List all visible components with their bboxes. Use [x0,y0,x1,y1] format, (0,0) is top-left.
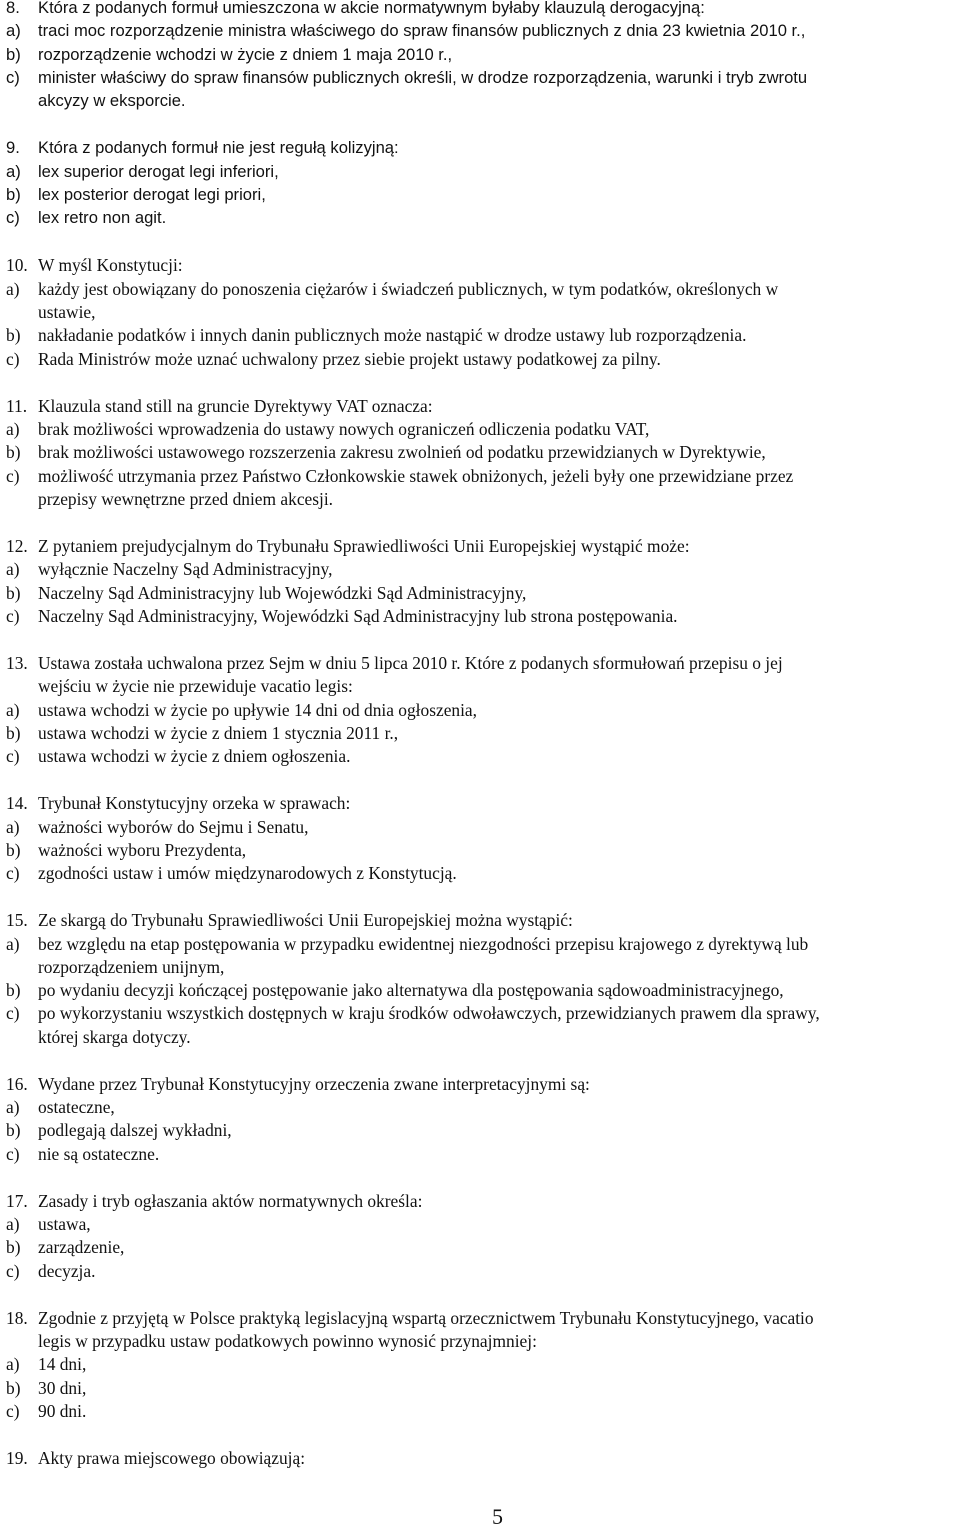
option-label: c) [6,605,20,626]
question-number: 15. [6,910,28,931]
option-label: b) [6,44,21,64]
option-label: a) [6,161,21,181]
option-text: ustawa, [38,1214,91,1235]
option-text: zarządzenie, [38,1237,125,1258]
question-number: 11. [6,395,28,416]
option-text: ustawa wchodzi w życie po upływie 14 dni od dnia ogłoszenia, [38,699,478,720]
option-label: c) [6,1401,20,1421]
option-label: b) [6,582,21,603]
option-label: a) [6,21,21,41]
option-text: minister właściwy do spraw finansów publicznych określi, w drodze rozporządzenia, warunki i tryb zwrotu [38,67,808,87]
question-number: 9. [6,138,20,158]
option-label: b) [6,325,21,346]
option-text: której skarga dotyczy. [38,1026,191,1047]
option-text: ustawie, [38,301,96,322]
option-text: przepisy wewnętrzne przed dniem akcesji. [38,488,334,509]
option-text: nakładanie podatków i innych danin publicznych może nastąpić w drodze ustawy lub rozporządzenia. [38,325,747,346]
option-label: c) [6,208,20,228]
option-label: a) [6,559,20,580]
question-text: Akty prawa miejscowego obowiązują: [38,1448,306,1469]
option-label: b) [6,1237,21,1258]
question-text: Trybunał Konstytucyjny orzeka w sprawach: [38,793,351,814]
question-text: W myśl Konstytucji: [38,255,183,276]
question-number: 17. [6,1190,28,1211]
option-label: b) [6,722,21,743]
option-text: lex retro non agit. [38,208,167,228]
question-number: 19. [6,1448,28,1469]
question-number: 14. [6,793,28,814]
option-label: c) [6,746,20,767]
option-label: c) [6,348,20,369]
option-text: brak możliwości ustawowego rozszerzenia zakresu zwolnień od podatku przewidzianych w Dyrektywie, [38,442,766,463]
option-text: Naczelny Sąd Administracyjny, Wojewódzki Sąd Administracyjny lub strona postępowania. [38,605,678,626]
option-text: możliwość utrzymania przez Państwo Członkowskie stawek obniżonych, jeżeli były one przewidziane przez [38,465,794,486]
option-text: po wydaniu decyzji kończącej postępowanie jako alternatywa dla postępowania sądowoadministracyjnego, [38,980,784,1001]
question-text: Z pytaniem prejudycjalnym do Trybunału Sprawiedliwości Unii Europejskiej wystąpić może: [38,535,690,556]
option-label: b) [6,839,21,860]
option-label: a) [6,933,20,954]
question-text: Klauzula stand still na gruncie Dyrektywy VAT oznacza: [38,395,433,416]
option-label: b) [6,184,21,204]
option-text: Naczelny Sąd Administracyjny lub Wojewódzki Sąd Administracyjny, [38,582,527,603]
option-text: ważności wyborów do Sejmu i Senatu, [38,816,309,837]
option-text: zgodności ustaw i umów międzynarodowych z Konstytucją. [38,863,457,884]
option-label: c) [6,863,20,884]
option-label: c) [6,1143,20,1164]
question-number: 16. [6,1073,28,1094]
question-text: Która z podanych formuł nie jest regułą kolizyjną: [38,138,399,158]
option-text: lex posterior derogat legi priori, [38,184,266,204]
option-text: po wykorzystaniu wszystkich dostępnych w kraju środków odwoławczych, przewidzianych prawem dla sprawy, [38,1003,820,1024]
option-text: każdy jest obowiązany do ponoszenia ciężarów i świadczeń publicznych, w tym podatków, określonych w [38,278,779,299]
option-label: a) [6,1097,20,1118]
option-text: rozporządzeniem unijnym, [38,956,225,977]
option-label: a) [6,816,20,837]
question-number: 13. [6,652,28,673]
question-text: legis w przypadku ustaw podatkowych powinno wynosić przynajmniej: [38,1331,537,1352]
question-number: 18. [6,1307,28,1328]
option-text: ostateczne, [38,1097,115,1118]
option-text: akcyzy w eksporcie. [38,91,186,111]
option-label: c) [6,1260,20,1281]
option-label: a) [6,1214,20,1235]
question-text: Która z podanych formuł umieszczona w akcie normatywnym byłaby klauzulą derogacyjną: [38,0,705,17]
option-label: b) [6,1377,21,1398]
option-text: ważności wyboru Prezydenta, [38,839,247,860]
option-text: traci moc rozporządzenie ministra właściwego do spraw finansów publicznych z dnia 23 kwietnia 2010 r., [38,21,806,41]
option-text: 90 dni. [38,1401,87,1421]
option-text: bez względu na etap postępowania w przypadku ewidentnej niezgodności przepisu krajowego z dyrektywą lub [38,933,809,954]
option-text: ustawa wchodzi w życie z dniem ogłoszenia. [38,746,351,767]
option-label: a) [6,418,20,439]
option-text: 14 dni, [38,1354,87,1375]
option-text: podlegają dalszej wykładni, [38,1120,232,1141]
option-text: decyzja. [38,1260,96,1281]
question-text: Zasady i tryb ogłaszania aktów normatywnych określa: [38,1190,423,1211]
option-label: b) [6,1120,21,1141]
option-text: brak możliwości wprowadzenia do ustawy nowych ograniczeń odliczenia podatku VAT, [38,418,650,439]
page-number: 5 [492,1504,503,1529]
option-label: a) [6,1354,20,1375]
option-text: rozporządzenie wchodzi w życie z dniem 1 maja 2010 r., [38,44,453,64]
question-text: wejściu w życie nie przewiduje vacatio legis: [38,676,353,697]
question-text: Wydane przez Trybunał Konstytucyjny orzeczenia zwane interpretacyjnymi są: [38,1073,590,1094]
option-label: c) [6,1003,20,1024]
option-label: c) [6,465,20,486]
option-text: Rada Ministrów może uznać uchwalony przez siebie projekt ustawy podatkowej za pilny. [38,348,661,369]
option-text: wyłącznie Naczelny Sąd Administracyjny, [38,559,333,580]
question-number: 10. [6,255,28,276]
option-label: a) [6,699,20,720]
question-text: Ustawa została uchwalona przez Sejm w dniu 5 lipca 2010 r. Które z podanych sformułowań przepisu o jej [38,652,783,673]
option-text: nie są ostateczne. [38,1143,160,1164]
option-text: 30 dni, [38,1377,87,1398]
option-label: a) [6,278,20,299]
question-text: Zgodnie z przyjętą w Polsce praktyką legislacyjną wspartą orzecznictwem Trybunału Konstytucyjnego, vacatio [38,1307,814,1328]
question-text: Ze skargą do Trybunału Sprawiedliwości Unii Europejskiej można wystąpić: [38,910,573,931]
option-text: ustawa wchodzi w życie z dniem 1 stycznia 2011 r., [38,722,399,743]
option-label: b) [6,980,21,1001]
option-text: lex superior derogat legi inferiori, [38,161,279,181]
question-number: 8. [6,0,20,17]
question-number: 12. [6,535,28,556]
option-label: c) [6,67,20,87]
option-label: b) [6,442,21,463]
